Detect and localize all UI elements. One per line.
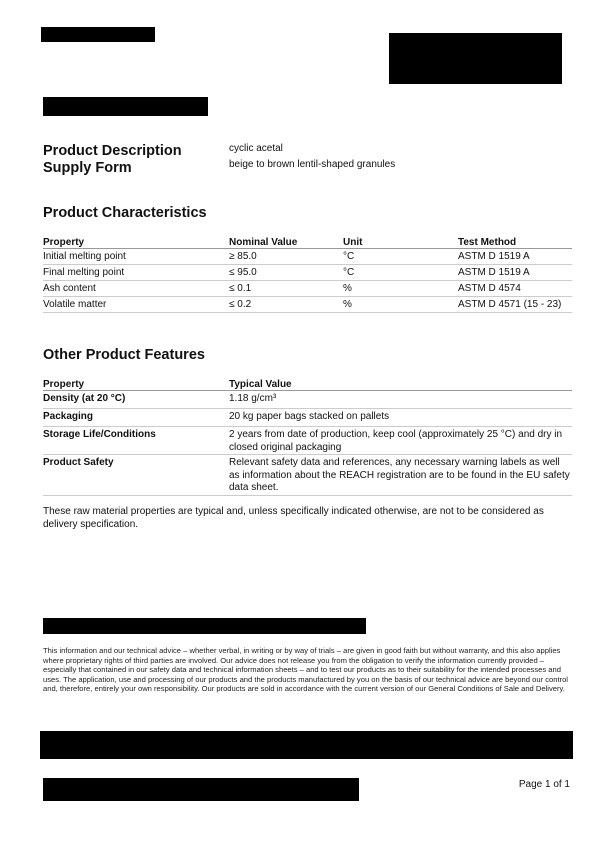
supply-form-value: beige to brown lentil-shaped granules xyxy=(229,159,396,170)
cell-nominal-value: ≥ 85.0 xyxy=(229,249,343,265)
features-heading: Other Product Features xyxy=(43,347,205,363)
column-header: Unit xyxy=(343,234,458,249)
table-row xyxy=(43,281,572,297)
redacted-footer-info xyxy=(43,778,359,801)
legal-disclaimer: This information and our technical advice – whether verbal, in writing or by way of trials – are given in good faith but without warranty, and this also applies where proprietary rights of third parties are involved. Our advice does not release you from the obligation to verify the information currently provided – especially that contained in our safety data and technical information sheets – and to test our products as to their suitability for the intended processes and uses. The application, use and processing of our products and the products manufactured by you on the basis of our technical advice are beyond our control and, therefore, entirely your own responsibility. Our products are sold in accordance with the current version of our General Conditions of Sale and Delivery. xyxy=(43,646,568,694)
cell-property: Final melting point xyxy=(43,265,229,281)
cell-nominal-value: ≤ 0.2 xyxy=(229,297,343,313)
table-row xyxy=(43,427,572,455)
cell-unit: % xyxy=(343,297,458,313)
table-row xyxy=(43,249,572,265)
table-row xyxy=(43,409,572,427)
column-header: Property xyxy=(43,234,229,249)
cell-test-method: ASTM D 4571 (15 - 23) xyxy=(458,297,572,313)
redacted-footer-heading xyxy=(43,618,366,634)
cell-unit: % xyxy=(343,281,458,297)
table-header-row xyxy=(43,234,572,249)
redacted-footer-bar xyxy=(40,731,573,759)
product-description-label: Product Description xyxy=(43,143,182,159)
characteristics-heading: Product Characteristics xyxy=(43,205,207,221)
product-description-value: cyclic acetal xyxy=(229,143,283,154)
redacted-product-name xyxy=(43,97,208,116)
cell-test-method: ASTM D 1519 A xyxy=(458,249,572,265)
cell-typical-value: 2 years from date of production, keep cool (approximately 25 °C) and dry in closed original packaging xyxy=(229,427,572,455)
table-row xyxy=(43,297,572,313)
cell-typical-value: 1.18 g/cm³ xyxy=(229,391,572,409)
characteristics-table xyxy=(43,234,572,313)
table-row xyxy=(43,455,572,496)
cell-property: Product Safety xyxy=(43,455,229,496)
cell-test-method: ASTM D 4574 xyxy=(458,281,572,297)
table-row xyxy=(43,265,572,281)
cell-nominal-value: ≤ 0.1 xyxy=(229,281,343,297)
cell-nominal-value: ≤ 95.0 xyxy=(229,265,343,281)
column-header: Typical Value xyxy=(229,376,572,391)
table-row xyxy=(43,391,572,409)
cell-property: Storage Life/Conditions xyxy=(43,427,229,455)
table-header-row xyxy=(43,376,572,391)
column-header: Test Method xyxy=(458,234,572,249)
column-header: Nominal Value xyxy=(229,234,343,249)
supply-form-label: Supply Form xyxy=(43,160,132,176)
delivery-specification-note: These raw material properties are typical and, unless specifically indicated otherwise, are not to be considered as delivery specification. xyxy=(43,506,544,530)
cell-property: Packaging xyxy=(43,409,229,427)
cell-property: Initial melting point xyxy=(43,249,229,265)
column-header: Property xyxy=(43,376,229,391)
features-table xyxy=(43,376,572,496)
page-number: Page 1 of 1 xyxy=(518,779,570,790)
redacted-logo xyxy=(389,33,562,84)
cell-unit: °C xyxy=(343,265,458,281)
cell-typical-value: 20 kg paper bags stacked on pallets xyxy=(229,409,572,427)
redacted-header-text xyxy=(41,27,155,42)
cell-property: Ash content xyxy=(43,281,229,297)
cell-unit: °C xyxy=(343,249,458,265)
cell-typical-value: Relevant safety data and references, any necessary warning labels as well as information about the REACH registration are to be found in the EU safety data sheet. xyxy=(229,455,572,496)
cell-property: Density (at 20 °C) xyxy=(43,391,229,409)
cell-property: Volatile matter xyxy=(43,297,229,313)
cell-test-method: ASTM D 1519 A xyxy=(458,265,572,281)
